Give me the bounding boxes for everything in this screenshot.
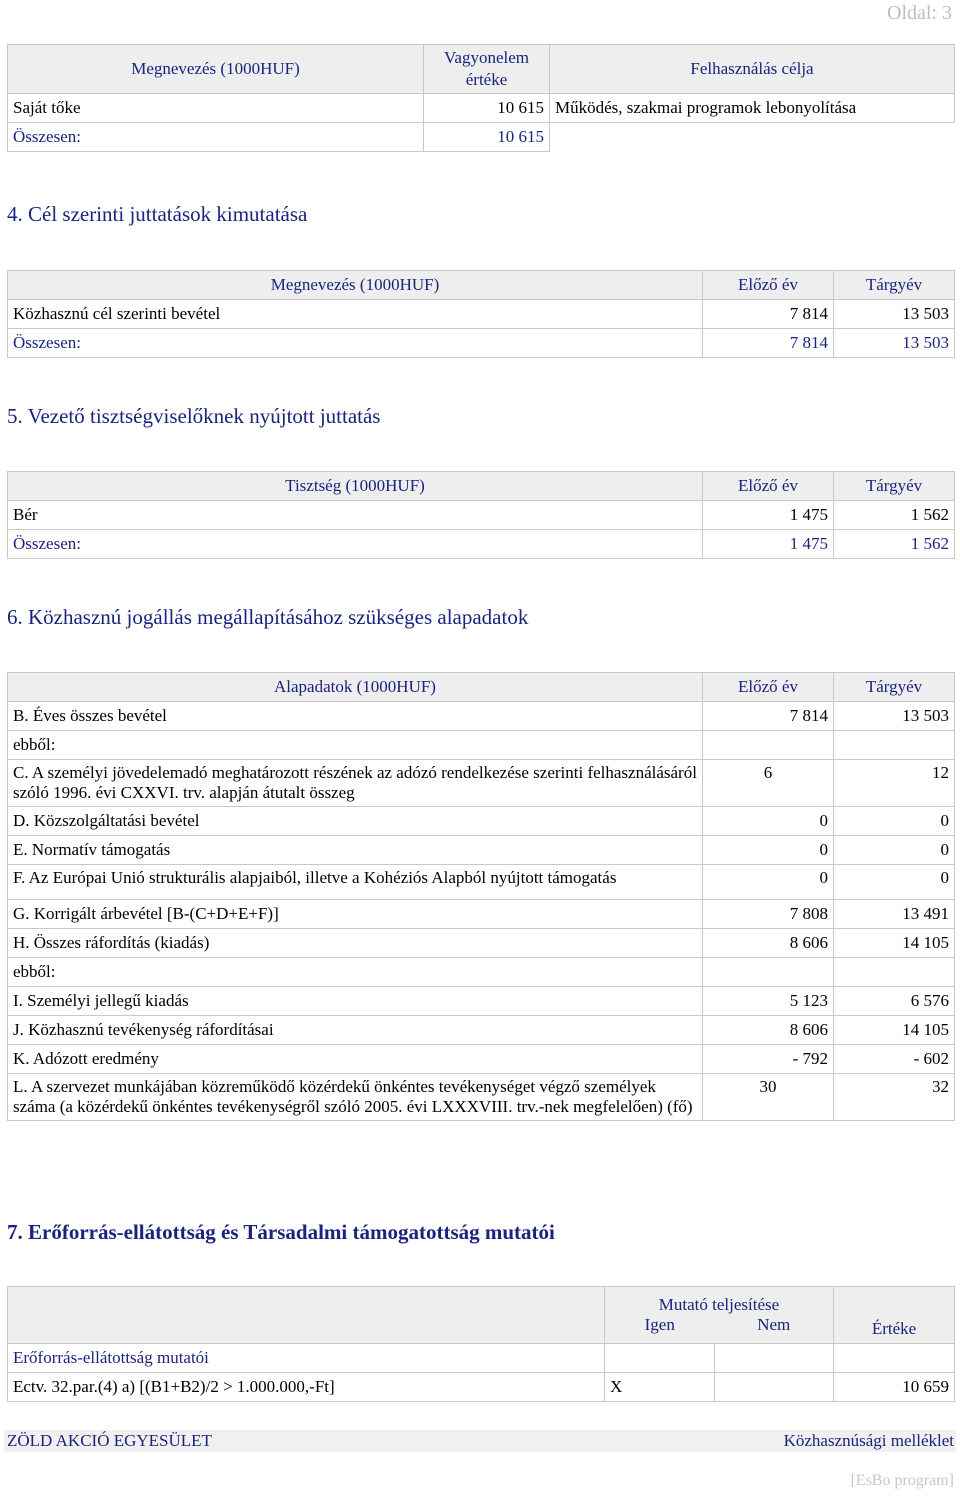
page-label: Oldal: xyxy=(887,2,937,24)
s6-row-label: F. Az Európai Unió strukturális alapjaiból, illetve a Kohéziós Alapból nyújtott támogatás xyxy=(8,865,703,900)
table-row xyxy=(8,987,955,1016)
s7-header-subcols xyxy=(605,1315,833,1335)
s6-header-curr: Tárgyév xyxy=(834,673,955,702)
table-row xyxy=(8,760,955,807)
s5-header-curr: Tárgyév xyxy=(834,472,955,501)
s7-header-yes: Igen xyxy=(644,1315,675,1334)
s5-total-prev: 1 475 xyxy=(703,530,834,559)
s6-row-prev xyxy=(703,731,834,760)
table-row xyxy=(8,958,955,987)
s6-row-curr: 0 xyxy=(834,807,955,836)
table-row xyxy=(8,836,955,865)
s7-header-group xyxy=(605,1287,834,1344)
s6-row-label: H. Összes ráfordítás (kiadás) xyxy=(8,929,703,958)
s5-row-label: Bér xyxy=(8,501,703,530)
section-5-table xyxy=(7,471,955,559)
page-number: 3 xyxy=(942,2,952,24)
s6-row-prev: 7 808 xyxy=(703,900,834,929)
s6-row-prev: 7 814 xyxy=(703,702,834,731)
s6-row-prev: 8 606 xyxy=(703,1016,834,1045)
s5-total-curr: 1 562 xyxy=(834,530,955,559)
s6-row-prev: 0 xyxy=(703,807,834,836)
table-total-row xyxy=(8,530,955,559)
asset-table xyxy=(7,44,955,152)
s5-row-prev: 1 475 xyxy=(703,501,834,530)
s6-row-prev: 6 xyxy=(703,760,834,807)
s4-row-curr: 13 503 xyxy=(834,300,955,329)
s7-header-blank xyxy=(8,1287,605,1344)
s6-row-curr xyxy=(834,958,955,987)
asset-total-value: 10 615 xyxy=(424,123,550,152)
s7-header-group-label: Mutató teljesítése xyxy=(658,1295,780,1314)
table-row xyxy=(8,1373,955,1402)
s7-header-value: Értéke xyxy=(834,1287,955,1344)
asset-row-label: Saját tőke xyxy=(8,94,424,123)
s7-row-value: 10 659 xyxy=(834,1373,955,1402)
asset-header-value: Vagyonelem értéke xyxy=(424,45,550,94)
footer-left: ZÖLD AKCIÓ EGYESÜLET xyxy=(7,1431,212,1450)
s5-row-curr: 1 562 xyxy=(834,501,955,530)
footer-right: Közhasznúsági melléklet xyxy=(783,1431,954,1450)
asset-row-value: 10 615 xyxy=(424,94,550,123)
s6-row-label: ebből: xyxy=(8,731,703,760)
asset-header-name: Megnevezés (1000HUF) xyxy=(8,45,424,94)
s6-row-label: D. Közszolgáltatási bevétel xyxy=(8,807,703,836)
s6-row-prev: 5 123 xyxy=(703,987,834,1016)
s6-header-prev: Előző év xyxy=(703,673,834,702)
s5-total-label: Összesen: xyxy=(8,530,703,559)
s6-row-curr: 12 xyxy=(834,760,955,807)
s5-header-prev: Előző év xyxy=(703,472,834,501)
s6-row-label: ebből: xyxy=(8,958,703,987)
s6-row-prev xyxy=(703,958,834,987)
table-row xyxy=(8,1344,955,1373)
s6-row-curr: 0 xyxy=(834,836,955,865)
table-row xyxy=(8,900,955,929)
s7-row-label: Ectv. 32.par.(4) a) [(B1+B2)/2 > 1.000.000,-Ft] xyxy=(8,1373,605,1402)
s6-row-label: C. A személyi jövedelemadó meghatározott részének az adózó rendelkezése szerinti felhasználásáról szóló 1996. évi CXXVI. trv. alapján átutalt összeg xyxy=(8,760,703,807)
s7-header-no: Nem xyxy=(757,1315,791,1334)
s6-row-prev: 30 xyxy=(703,1074,834,1121)
s4-header-name: Megnevezés (1000HUF) xyxy=(8,271,703,300)
s6-row-prev: - 792 xyxy=(703,1045,834,1074)
s7-row-yes: X xyxy=(605,1373,715,1402)
table-row xyxy=(8,865,955,900)
page-indicator xyxy=(887,2,952,25)
section-6-table xyxy=(7,672,955,1121)
section-5-title: 5. Vezető tisztségviselőknek nyújtott juttatás xyxy=(7,404,381,428)
s6-row-curr: 32 xyxy=(834,1074,955,1121)
s6-row-curr xyxy=(834,731,955,760)
asset-row-purpose: Működés, szakmai programok lebonyolítása xyxy=(550,94,955,123)
s7-section-label: Erőforrás-ellátottság mutatói xyxy=(8,1344,605,1373)
asset-total-label: Összesen: xyxy=(8,123,424,152)
s4-row-label: Közhasznú cél szerinti bevétel xyxy=(8,300,703,329)
footer-program: [EsBo program] xyxy=(850,1472,954,1489)
table-row xyxy=(8,300,955,329)
s7-row-no xyxy=(715,1373,834,1402)
s4-total-label: Összesen: xyxy=(8,329,703,358)
s6-row-curr: 13 491 xyxy=(834,900,955,929)
s4-total-prev: 7 814 xyxy=(703,329,834,358)
section-4-title: 4. Cél szerinti juttatások kimutatása xyxy=(7,202,308,226)
s6-row-label: J. Közhasznú tevékenység ráfordításai xyxy=(8,1016,703,1045)
s4-header-curr: Tárgyév xyxy=(834,271,955,300)
table-row xyxy=(8,807,955,836)
table-row xyxy=(8,929,955,958)
s4-header-prev: Előző év xyxy=(703,271,834,300)
table-total-row xyxy=(8,123,955,152)
table-total-row xyxy=(8,329,955,358)
s6-row-curr: 14 105 xyxy=(834,929,955,958)
section-7-table xyxy=(7,1286,955,1402)
s5-header-name: Tisztség (1000HUF) xyxy=(8,472,703,501)
s6-row-label: B. Éves összes bevétel xyxy=(8,702,703,731)
section-7-title: 7. Erőforrás-ellátottság és Társadalmi támogatottság mutatói xyxy=(7,1220,555,1244)
table-row xyxy=(8,1016,955,1045)
table-row xyxy=(8,1045,955,1074)
s6-row-label: E. Normatív támogatás xyxy=(8,836,703,865)
s4-row-prev: 7 814 xyxy=(703,300,834,329)
s6-row-prev: 0 xyxy=(703,836,834,865)
s6-row-label: I. Személyi jellegű kiadás xyxy=(8,987,703,1016)
asset-header-purpose: Felhasználás célja xyxy=(550,45,955,94)
s6-row-label: K. Adózott eredmény xyxy=(8,1045,703,1074)
s6-row-curr: 14 105 xyxy=(834,1016,955,1045)
s6-row-prev: 8 606 xyxy=(703,929,834,958)
table-row xyxy=(8,702,955,731)
section-6-title: 6. Közhasznú jogállás megállapításához szükséges alapadatok xyxy=(7,605,529,629)
table-row xyxy=(8,501,955,530)
table-row xyxy=(8,1074,955,1121)
s6-row-curr: - 602 xyxy=(834,1045,955,1074)
s6-row-curr: 0 xyxy=(834,865,955,900)
s6-row-label: G. Korrigált árbevétel [B-(C+D+E+F)] xyxy=(8,900,703,929)
s6-row-label: L. A szervezet munkájában közreműködő közérdekű önkéntes tevékenységet végző személyek száma (a közérdekű önkéntes tevékenységről szóló 2005. évi LXXXVIII. trv.-nek megfelelően) (fő) xyxy=(8,1074,703,1121)
s4-total-curr: 13 503 xyxy=(834,329,955,358)
s6-row-prev: 0 xyxy=(703,865,834,900)
section-4-table xyxy=(7,270,955,358)
s6-row-curr: 6 576 xyxy=(834,987,955,1016)
s6-header-name: Alapadatok (1000HUF) xyxy=(8,673,703,702)
table-row xyxy=(8,731,955,760)
table-row xyxy=(8,94,955,123)
s6-row-curr: 13 503 xyxy=(834,702,955,731)
